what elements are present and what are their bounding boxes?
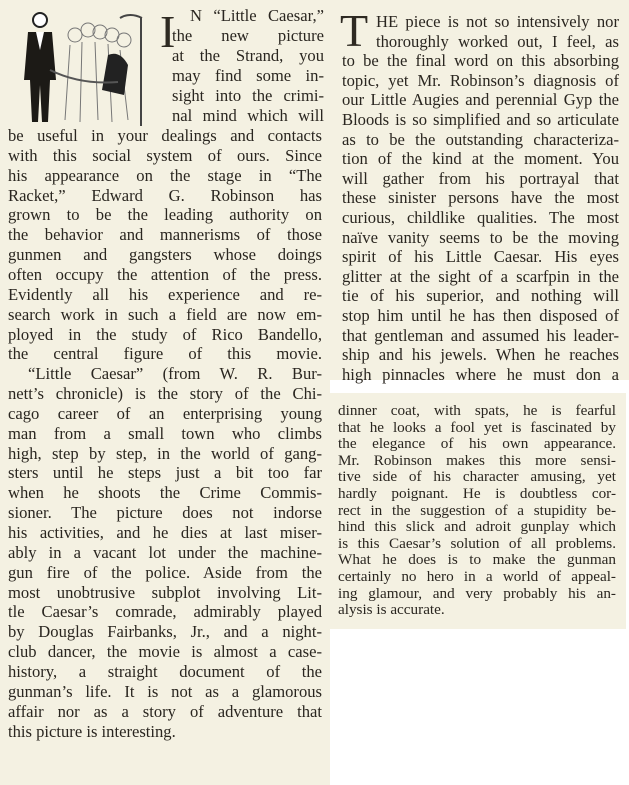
text-line: when he shoots the Crime Commis- <box>8 483 322 503</box>
text-line: the elegance of his own appearance. <box>338 435 616 453</box>
text-line: the new picture <box>172 26 324 45</box>
text-line: may find some in- <box>172 66 324 85</box>
text-line: topic, yet Mr. Robinson’s diagnosis of <box>342 70 619 90</box>
text-line: Evidently all his experience and re- <box>8 284 322 304</box>
text-line: man from a small town who climbs <box>8 423 322 443</box>
text-line: with this social system of ours. Since <box>8 145 322 165</box>
text-line: curious, childlike qualities. The most <box>342 208 619 227</box>
text-line: most unobtrusive subplot involving Lit- <box>8 582 322 602</box>
text-line: stop him until he has then disposed of <box>342 306 619 325</box>
text-line: grown to be the leading authority on <box>8 205 322 225</box>
text-line: cago career of an enterprising young <box>8 403 322 423</box>
text-line: alysis is accurate. <box>338 601 445 619</box>
text-line: ployed in the study of Rico Bandello, <box>8 324 322 344</box>
text-line: Mr. Robinson makes this more sensi- <box>338 451 616 469</box>
text-line: sioner. The picture does not indorse <box>8 503 322 523</box>
doorman-crowd-illustration <box>20 10 160 128</box>
text-line: What he does is to make the gunman <box>338 551 616 569</box>
text-line: his activities, and he dies at last miser- <box>8 523 322 542</box>
text-line: these sinister persons have the most <box>342 188 619 208</box>
text-line: rect in the suggestion of a stupidity be- <box>338 501 616 519</box>
text-line: is this Caesar’s solution of all problems. <box>338 534 616 552</box>
text-line: will gather from his portrayal that <box>342 168 619 188</box>
text-line: often occupy the attention of the press. <box>8 264 322 284</box>
text-line: this picture is interesting. <box>8 721 176 741</box>
text-line: tle Caesar’s comrade, admirably played <box>8 602 322 622</box>
text-line: spirit of his Little Caesar. His eyes <box>342 247 619 267</box>
text-line: our Little Augies and perennial Gyp the <box>342 90 619 110</box>
text-line: sight into the crimi- <box>172 86 324 105</box>
text-line: by Douglas Fairbanks, Jr., and a night- <box>8 622 322 642</box>
text-line: the behavior and mannerisms of those <box>8 225 322 245</box>
text-line: “Little Caesar” (from W. R. Bur- <box>28 364 322 384</box>
text-line: his appearance on the stage in “The <box>8 165 322 185</box>
text-line: the central figure of this movie. <box>8 344 322 364</box>
text-line: be useful in your dealings and contacts <box>8 126 322 145</box>
text-line: to be the final word on this absorbing <box>342 51 619 71</box>
text-line: glitter at the sight of a scarfpin in the <box>342 266 619 286</box>
text-line: search work in such a field are now em- <box>8 304 322 324</box>
text-line: naïve vanity seems to be the moving <box>342 227 619 247</box>
text-line: gunmen and gangsters whose doings <box>8 245 322 265</box>
text-line: history, a straight document of the <box>8 661 322 681</box>
text-line: dinner coat, with spats, he is fearful <box>338 402 616 419</box>
text-line: ably in a vacant lot under the machine- <box>8 542 322 562</box>
text-line: at the Strand, you <box>172 46 324 65</box>
text-line: tie of his superior, and nothing will <box>342 286 619 306</box>
text-line: tion of the kind at the moment. You <box>342 149 619 169</box>
text-line: club dancer, the movie is almost a case- <box>8 642 322 662</box>
text-line: Bloods is so simplified and so articulate <box>342 110 619 129</box>
text-line: certainly no hero in a world of appeal- <box>338 568 616 585</box>
drop-cap: T <box>340 5 369 56</box>
text-line: thoroughly worked out, I feel, as <box>376 31 619 51</box>
text-line: that gentleman and assumed his leader- <box>342 325 619 345</box>
text-line: tive side of his character amusing, yet <box>338 468 616 486</box>
text-line: that he looks a fool yet is fascinated by <box>338 418 616 436</box>
right-column-top <box>330 0 629 384</box>
text-line: sters until he steps just a bit too far <box>8 463 322 483</box>
text-line: high, step by step, in the world of gang- <box>8 443 322 463</box>
text-line: hind this slick and adroit gunplay which <box>338 518 616 536</box>
text-line: Racket,” Edward G. Robinson has <box>8 185 322 205</box>
text-line: hardly poignant. He is doubtless cor- <box>338 485 616 502</box>
right-column-bottom <box>330 393 626 629</box>
text-line: affair nor as a story of adventure that <box>8 701 322 721</box>
text-line: ship and his jewels. When he reaches <box>342 345 619 365</box>
text-line: nett’s chronicle) is the story of the Chi- <box>8 384 322 404</box>
text-line: nal mind which will <box>172 106 324 125</box>
text-line: N “Little Caesar,” <box>190 6 324 25</box>
text-line: HE piece is not so intensively nor <box>376 12 619 31</box>
text-line: ing glamour, and very probably his an- <box>338 584 616 602</box>
text-line: high pinnacles where he must don a <box>342 364 619 384</box>
drop-cap: I <box>160 6 176 57</box>
text-line: as to be the outstanding characteriza- <box>342 129 619 149</box>
text-line: gunman’s life. It is not as a glamorous <box>8 681 322 701</box>
text-line: gun fire of the police. Aside from the <box>8 562 322 582</box>
